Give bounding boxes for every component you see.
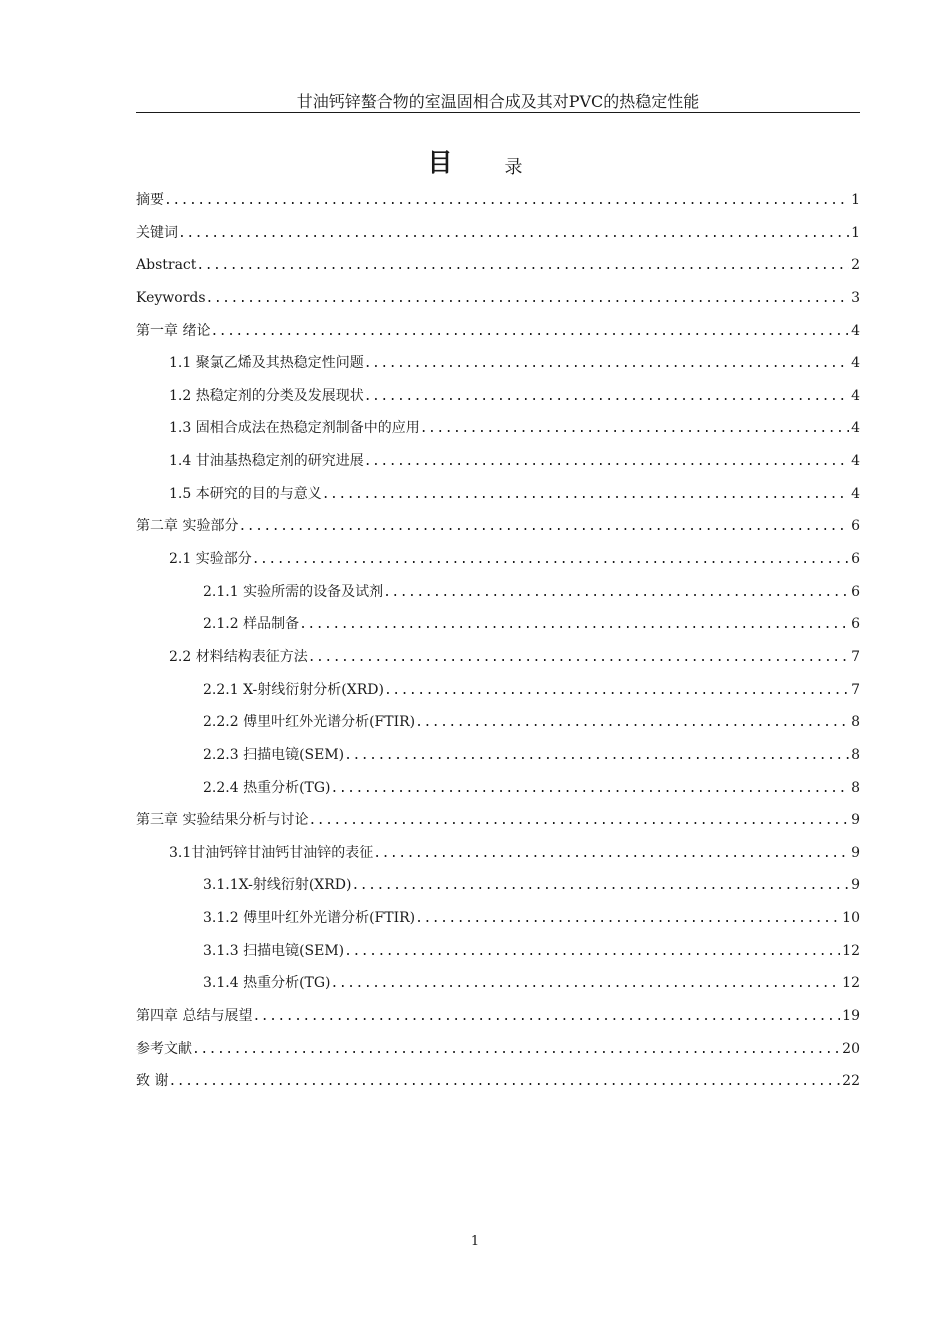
toc-entry-page: 9 — [851, 877, 860, 894]
toc-dot-leader — [238, 515, 849, 539]
toc-dot-leader — [192, 1038, 840, 1062]
toc-dot-leader — [351, 874, 849, 898]
toc-entry-page: 6 — [851, 551, 860, 568]
toc-entry-page: 4 — [851, 355, 860, 372]
toc-entry-page: 8 — [851, 779, 860, 796]
toc-entry-page: 1 — [851, 192, 860, 208]
toc-dot-leader — [415, 711, 849, 735]
toc-entry[interactable] — [136, 971, 860, 1004]
toc-title-part2: 录 — [504, 157, 523, 178]
toc-entry-label: 致 谢 — [136, 1073, 169, 1090]
toc-dot-leader — [299, 613, 849, 637]
toc-dot-leader — [364, 352, 849, 376]
toc-entry[interactable] — [136, 808, 860, 841]
toc-dot-leader — [344, 744, 849, 768]
toc-entry-page: 9 — [851, 844, 860, 861]
running-header: 甘油钙锌螯合物的室温固相合成及其对PVC的热稳定性能 — [296, 92, 700, 111]
toc-entry-page: 12 — [842, 975, 860, 992]
toc-dot-leader — [168, 1070, 840, 1094]
toc-entry-page: 6 — [851, 583, 860, 600]
toc-list — [136, 188, 860, 1102]
toc-entry-label: Keywords — [136, 289, 206, 306]
toc-entry[interactable] — [136, 710, 860, 743]
toc-dot-leader — [210, 320, 849, 344]
toc-entry[interactable] — [136, 1037, 860, 1070]
toc-entry[interactable] — [136, 776, 860, 809]
toc-entry-page: 8 — [851, 714, 860, 731]
toc-entry[interactable] — [136, 645, 860, 678]
page-number: 1 — [470, 1234, 480, 1249]
toc-dot-leader — [252, 548, 849, 572]
toc-entry-page: 7 — [851, 681, 860, 698]
toc-dot-leader — [252, 1005, 840, 1029]
toc-dot-leader — [196, 254, 849, 278]
toc-entry-label: 1.3 固相合成法在热稳定剂制备中的应用 — [169, 420, 420, 437]
toc-entry[interactable] — [136, 1004, 860, 1037]
toc-entry-page: 4 — [851, 453, 860, 470]
toc-entry[interactable] — [136, 678, 860, 711]
toc-entry[interactable] — [136, 906, 860, 939]
toc-title-part1: 目 — [427, 148, 453, 177]
toc-entry-label: 关键词 — [136, 224, 178, 241]
toc-entry-label: 3.1.2 傅里叶红外光谱分析(FTIR) — [203, 910, 416, 927]
toc-dot-leader — [420, 417, 849, 441]
toc-entry-page: 4 — [851, 420, 860, 437]
toc-dot-leader — [308, 646, 849, 670]
toc-entry-label: Abstract — [136, 257, 197, 274]
toc-entry-page: 6 — [851, 616, 860, 633]
toc-dot-leader — [308, 809, 849, 833]
toc-entry-page: 7 — [851, 648, 860, 665]
toc-entry-page: 12 — [842, 942, 860, 959]
toc-entry[interactable] — [136, 743, 860, 776]
toc-entry-label: 参考文献 — [136, 1040, 192, 1057]
toc-entry[interactable] — [136, 416, 860, 449]
toc-entry-label: 2.2 材料结构表征方法 — [169, 648, 308, 665]
toc-entry-page: 4 — [851, 322, 860, 339]
toc-entry-label: 3.1.1X-射线衍射(XRD) — [203, 877, 352, 894]
toc-dot-leader — [344, 940, 840, 964]
toc-entry[interactable] — [136, 384, 860, 417]
toc-entry-label: 2.2.4 热重分析(TG) — [203, 779, 331, 796]
toc-entry[interactable] — [136, 612, 860, 645]
toc-dot-leader — [384, 679, 849, 703]
toc-dot-leader — [383, 581, 849, 605]
toc-entry[interactable] — [136, 351, 860, 384]
toc-entry-label: 1.2 热稳定剂的分类及发展现状 — [169, 387, 364, 404]
toc-entry-label: 第三章 实验结果分析与讨论 — [136, 812, 309, 829]
toc-entry-label: 摘要 — [136, 192, 164, 208]
toc-entry-label: 1.5 本研究的目的与意义 — [169, 485, 322, 502]
toc-entry-page: 2 — [851, 257, 860, 274]
toc-entry-label: 2.2.2 傅里叶红外光谱分析(FTIR) — [203, 714, 416, 731]
toc-dot-leader — [206, 287, 850, 311]
toc-entry-page: 22 — [842, 1073, 860, 1090]
toc-entry-page: 9 — [851, 812, 860, 829]
toc-entry[interactable] — [136, 221, 860, 254]
toc-entry-page: 4 — [851, 387, 860, 404]
toc-entry-page: 10 — [842, 910, 860, 927]
toc-entry-label: 2.1 实验部分 — [169, 551, 252, 568]
toc-entry-label: 第一章 绪论 — [136, 322, 211, 339]
toc-dot-leader — [364, 450, 849, 474]
toc-entry-label: 1.4 甘油基热稳定剂的研究进展 — [169, 453, 364, 470]
toc-entry[interactable] — [136, 514, 860, 547]
toc-entry[interactable] — [136, 482, 860, 515]
toc-entry-page: 4 — [851, 485, 860, 502]
toc-entry-label: 3.1.4 热重分析(TG) — [203, 975, 331, 992]
toc-entry[interactable] — [136, 449, 860, 482]
toc-entry-label: 2.2.3 扫描电镜(SEM) — [203, 746, 345, 763]
toc-dot-leader — [331, 972, 841, 996]
toc-dot-leader — [331, 777, 850, 801]
toc-entry-label: 1.1 聚氯乙烯及其热稳定性问题 — [169, 355, 364, 372]
toc-dot-leader — [373, 842, 849, 866]
toc-entry-label: 3.1.3 扫描电镜(SEM) — [203, 942, 345, 959]
toc-entry-page: 3 — [851, 289, 860, 306]
header-rule — [136, 112, 860, 113]
toc-entry[interactable] — [136, 188, 860, 221]
toc-dot-leader — [178, 222, 849, 246]
toc-dot-leader — [415, 907, 840, 931]
toc-entry-page: 19 — [842, 1008, 860, 1025]
toc-entry-label: 2.1.2 样品制备 — [203, 616, 300, 633]
toc-entry-page: 1 — [851, 224, 860, 241]
toc-entry[interactable] — [136, 286, 860, 319]
toc-entry-page: 6 — [851, 518, 860, 535]
toc-entry[interactable] — [136, 1069, 860, 1102]
toc-entry[interactable] — [136, 873, 860, 906]
toc-title — [0, 148, 950, 183]
toc-entry-label: 2.1.1 实验所需的设备及试剂 — [203, 583, 384, 600]
toc-entry[interactable] — [136, 939, 860, 972]
toc-entry-label: 第二章 实验部分 — [136, 518, 239, 535]
toc-entry[interactable] — [136, 253, 860, 286]
toc-entry[interactable] — [136, 841, 860, 874]
toc-entry-page: 8 — [851, 746, 860, 763]
toc-entry-label: 第四章 总结与展望 — [136, 1008, 253, 1025]
toc-dot-leader — [322, 483, 849, 507]
toc-entry[interactable] — [136, 319, 860, 352]
toc-entry-page: 20 — [842, 1040, 860, 1057]
toc-entry[interactable] — [136, 547, 860, 580]
toc-entry[interactable] — [136, 580, 860, 613]
toc-entry-label: 2.2.1 X-射线衍射分析(XRD) — [203, 681, 384, 698]
toc-dot-leader — [364, 385, 849, 409]
toc-entry-label: 3.1甘油钙锌甘油钙甘油锌的表征 — [169, 844, 374, 861]
toc-dot-leader — [164, 189, 849, 213]
